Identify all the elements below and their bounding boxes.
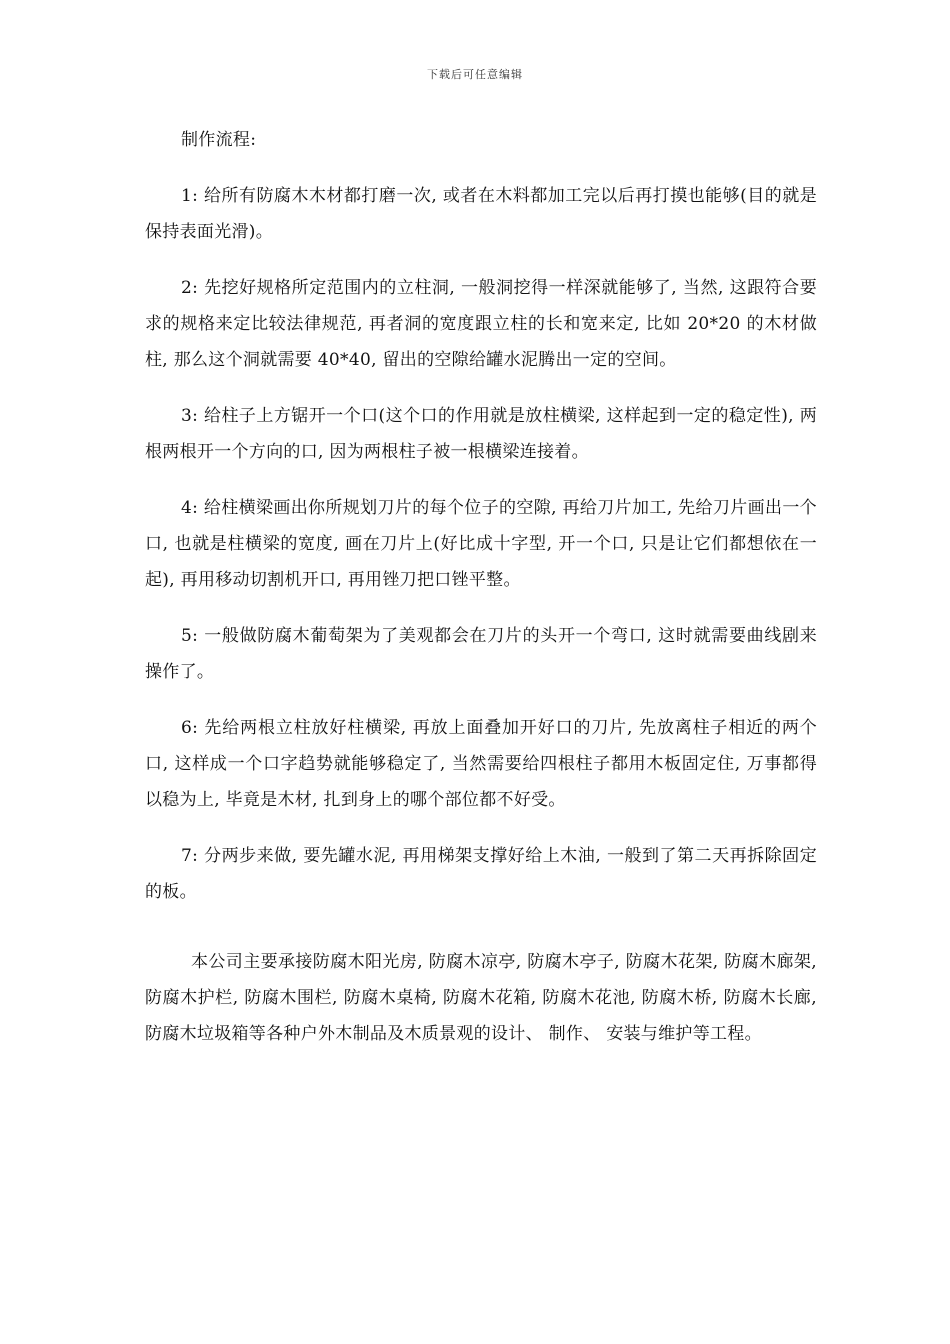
company-paragraph: 本公司主要承接防腐木阳光房, 防腐木凉亭, 防腐木亭子, 防腐木花架, 防腐木廊架, 防腐木护栏, 防腐木围栏, 防腐木桌椅, 防腐木花箱, 防腐木花池, 防腐木桥, 防腐木长廊, 防腐木垃圾箱等各种户外木制品及木质景观的设计、 制作、 安装与维护等工程。 <box>145 952 817 1044</box>
step-2-paragraph: 2: 先挖好规格所定范围内的立柱洞, 一般洞挖得一样深就能够了, 当然, 这跟符合要求的规格来定比较法律规范, 再者洞的宽度跟立柱的长和宽来定, 比如 20*20 的木材做柱, 那么这个洞就需要 40*40, 留出的空隙给罐水泥腾出一定的空间。 <box>145 278 817 370</box>
document-body <box>145 122 817 1072</box>
page-header-note: 下载后可任意编辑 <box>427 68 523 81</box>
step-4-paragraph: 4: 给柱横梁画出你所规划刀片的每个位子的空隙, 再给刀片加工, 先给刀片画出一个口, 也就是柱横梁的宽度, 画在刀片上(好比成十字型, 开一个口, 只是让它们都想依在一起), 再用移动切割机开口, 再用锉刀把口锉平整。 <box>145 498 817 590</box>
step-6-paragraph: 6: 先给两根立柱放好柱横梁, 再放上面叠加开好口的刀片, 先放离柱子相近的两个口, 这样成一个口字趋势就能够稳定了, 当然需要给四根柱子都用木板固定住, 万事都得以稳为上, 毕竟是木材, 扎到身上的哪个部位都不好受。 <box>145 718 817 810</box>
step-1-paragraph: 1: 给所有防腐木木材都打磨一次, 或者在木料都加工完以后再打摸也能够(目的就是保持表面光滑)。 <box>145 186 817 242</box>
step-3-paragraph: 3: 给柱子上方锯开一个口(这个口的作用就是放柱横梁, 这样起到一定的稳定性), 两根两根开一个方向的口, 因为两根柱子被一根横梁连接着。 <box>145 406 817 462</box>
section-heading: 制作流程: <box>181 130 257 150</box>
step-5-paragraph: 5: 一般做防腐木葡萄架为了美观都会在刀片的头开一个弯口, 这时就需要曲线剧来操作了。 <box>145 626 817 682</box>
step-7-paragraph: 7: 分两步来做, 要先罐水泥, 再用梯架支撑好给上木油, 一般到了第二天再拆除固定的板。 <box>145 846 817 902</box>
